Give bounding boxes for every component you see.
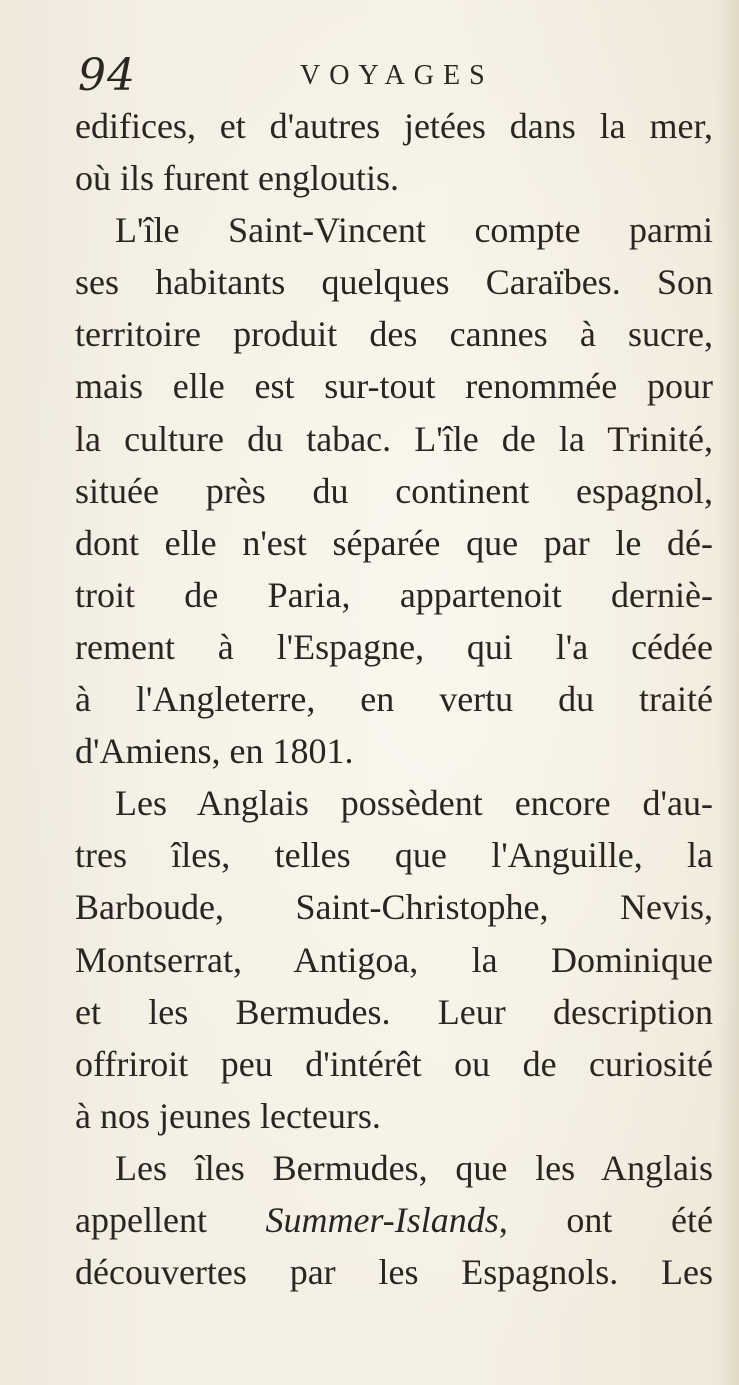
text-line: edifices, et d'autres jetées dans la mer, — [75, 106, 713, 146]
text-line: Les îles Bermudes, que les Anglais — [115, 1147, 713, 1188]
text-fragment: appellent — [75, 1199, 266, 1240]
text-line: d'Amiens, en 1801. — [75, 731, 354, 772]
page-number: 94 — [78, 50, 136, 101]
italic-term: Summer-Islands — [265, 1199, 499, 1240]
text-line: découvertes par les Espagnols. Les — [75, 1252, 713, 1293]
text-line: à l'Angleterre, en vertu du traité — [75, 679, 713, 720]
text-line: où ils furent engloutis. — [75, 158, 399, 199]
text-line: Barboude, Saint-Christophe, Nevis, — [75, 887, 713, 928]
text-line: L'île Saint-Vincent compte parmi — [115, 210, 713, 251]
text-line: Les Anglais possèdent encore d'au- — [115, 783, 713, 824]
text-line: située près du continent espagnol, — [75, 470, 713, 511]
text-line: tres îles, telles que l'Anguille, la — [75, 835, 713, 876]
page-header — [78, 48, 718, 108]
text-line: et les Bermudes. Leur description — [75, 991, 713, 1032]
text-line: rement à l'Espagne, qui l'a cédée — [75, 626, 713, 667]
running-title: VOYAGES — [300, 60, 494, 91]
text-line: Montserrat, Antigoa, la Dominique — [75, 939, 713, 980]
text-line: mais elle est sur-tout renommée pour — [75, 366, 713, 407]
text-line — [75, 1194, 713, 1246]
text-line: ses habitants quelques Caraïbes. Son — [75, 262, 713, 303]
text-line: offriroit peu d'intérêt ou de curiosité — [75, 1043, 713, 1084]
body-text — [75, 100, 713, 1298]
text-line: territoire produit des cannes à sucre, — [75, 314, 713, 355]
text-line: dont elle n'est séparée que par le dé- — [75, 522, 713, 563]
text-fragment: , ont été — [498, 1199, 713, 1240]
text-line: à nos jeunes lecteurs. — [75, 1095, 381, 1136]
page-edge-shadow — [717, 0, 739, 1385]
text-line: troit de Paria, appartenoit derniè- — [75, 574, 713, 615]
text-line: la culture du tabac. L'île de la Trinité, — [75, 418, 713, 459]
